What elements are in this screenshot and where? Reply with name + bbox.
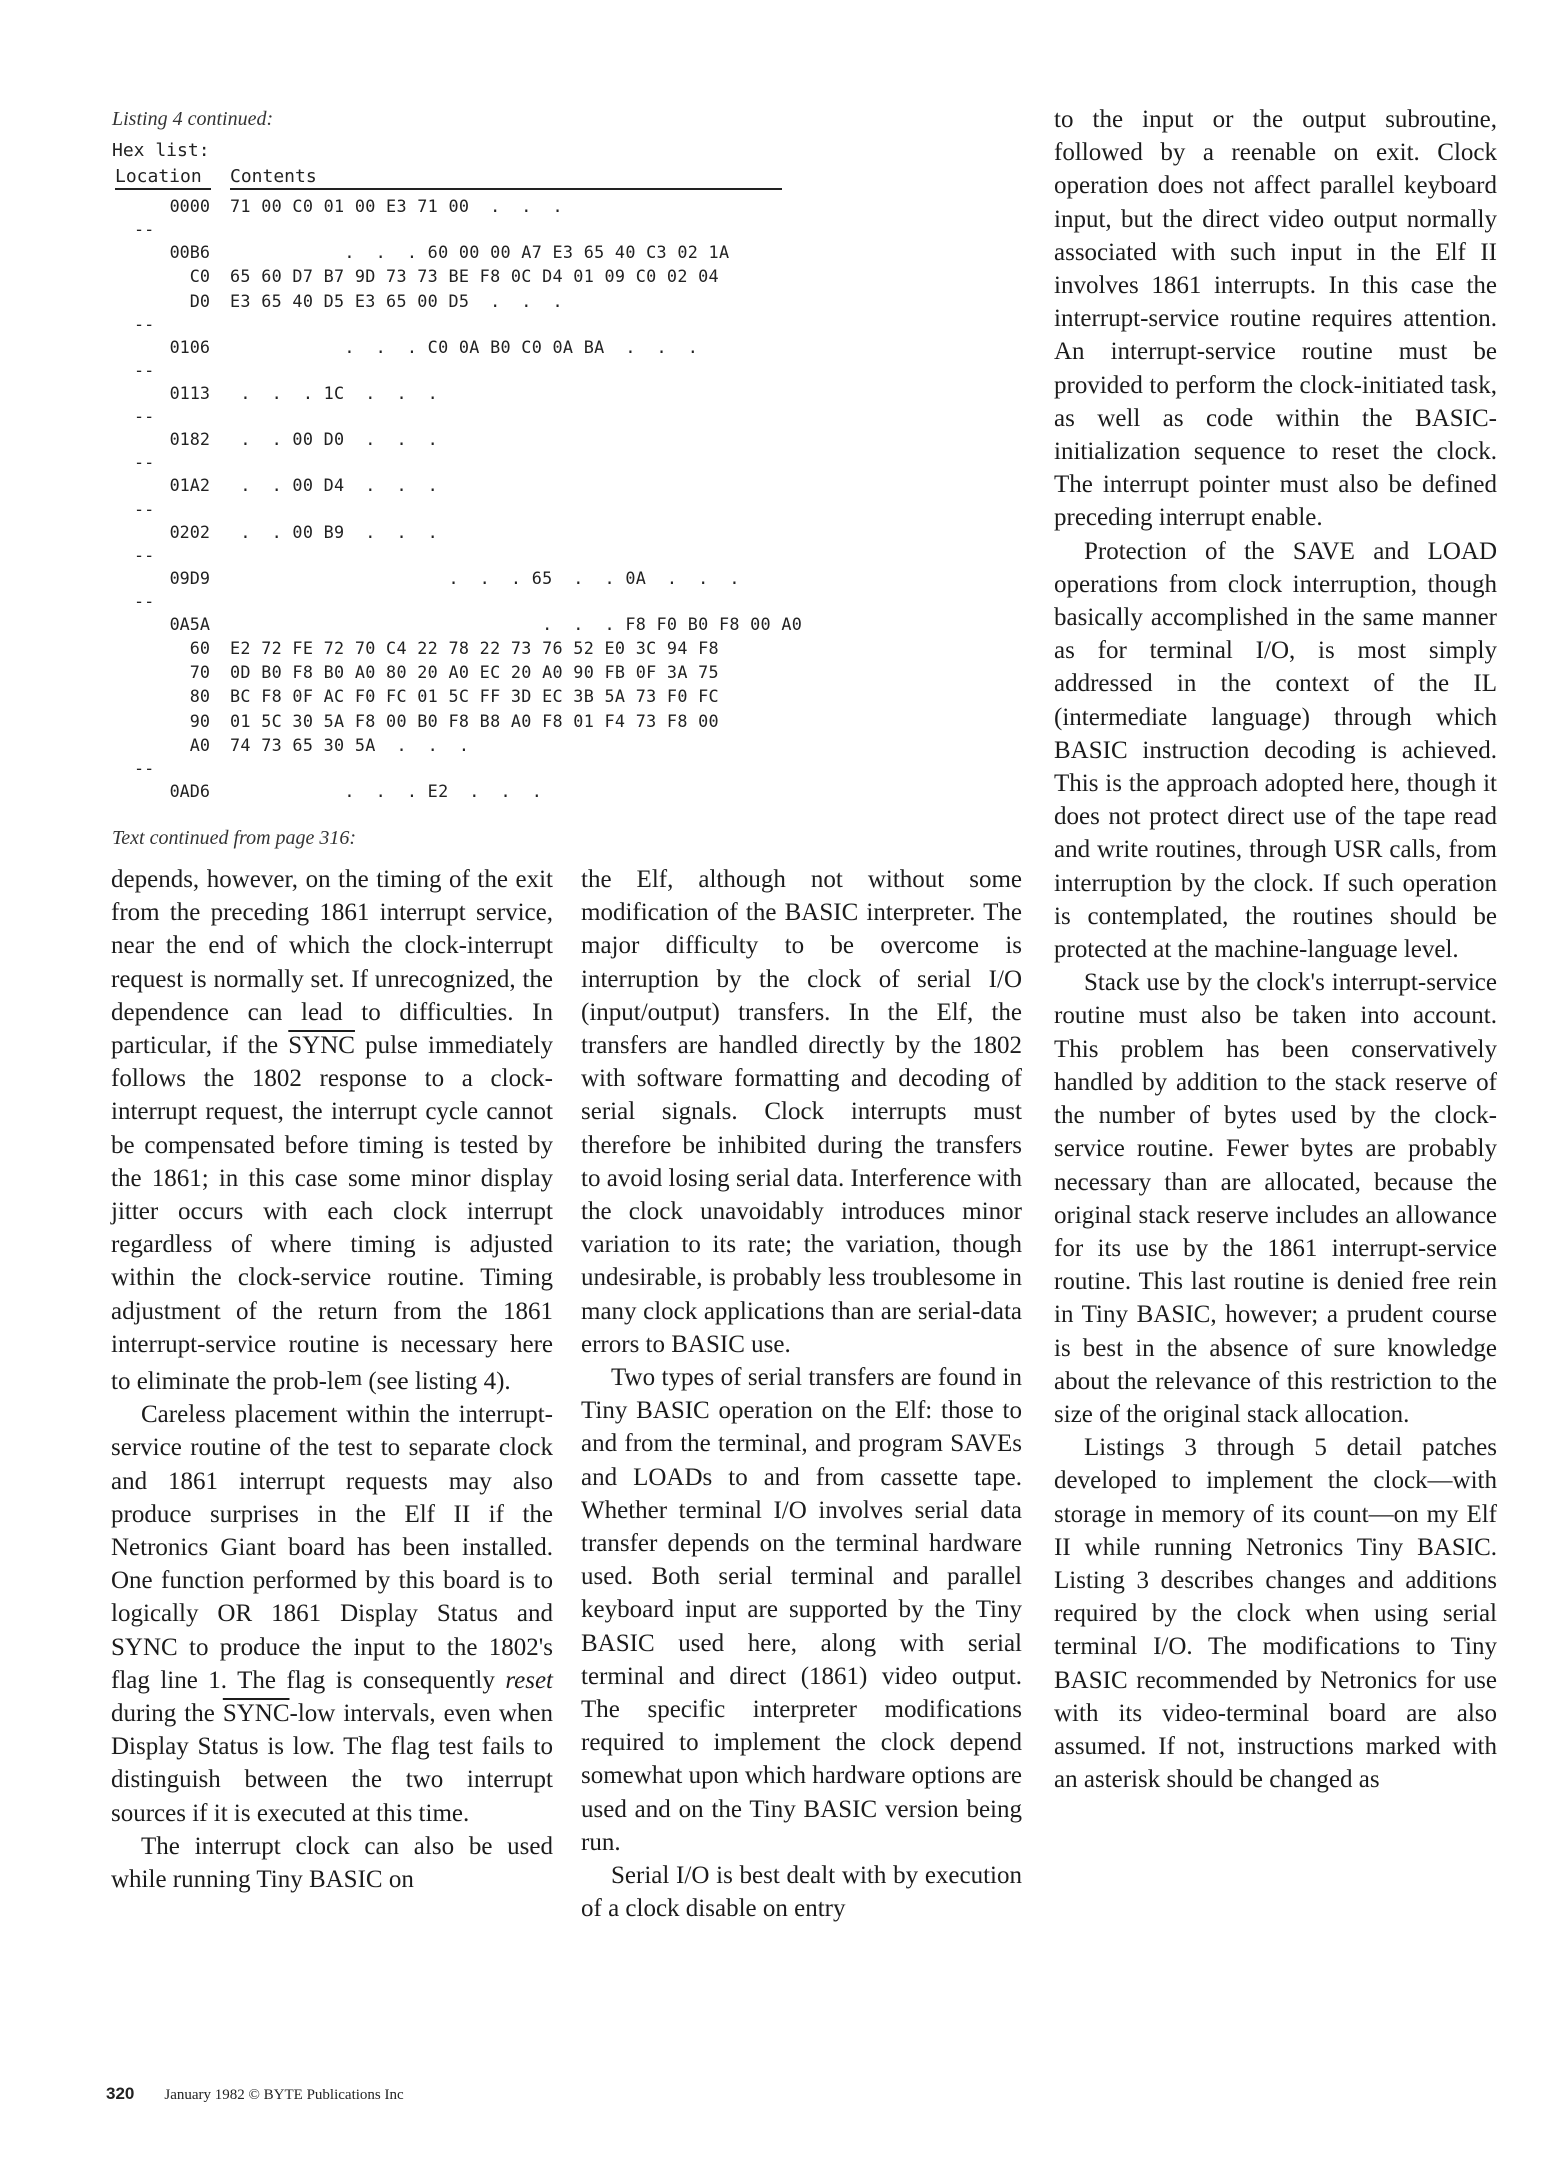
hex-row [112, 733, 782, 757]
hex-location: 00B6 [169, 242, 210, 263]
hex-rows [112, 194, 803, 803]
hex-separator [112, 359, 782, 381]
hex-row [112, 264, 782, 288]
hex-separator [112, 590, 782, 612]
hex-contents: . . . C0 0A B0 C0 0A BA . . . [230, 336, 699, 357]
location-header: Location [115, 166, 211, 190]
hex-list-header [112, 164, 782, 194]
hex-contents: 0D B0 F8 B0 A0 80 20 A0 EC 20 A0 90 FB 0F 3A 75 [230, 662, 719, 683]
hex-separator [112, 405, 782, 427]
hex-location: 60 [189, 638, 210, 659]
paragraph [111, 1398, 553, 1830]
hex-row [112, 194, 782, 218]
hex-location: 0AD6 [169, 781, 210, 801]
text-run: depends, however, on the timing of the exit from the preceding 1861 interrupt service, near the end of which the clock-interrupt request is normally set. If unrecognized, the dependence can lead to difficulties. In particular, if the [111, 866, 553, 1060]
page-footer [106, 2084, 404, 2104]
hex-location: 0113 [169, 382, 210, 403]
hex-row [112, 660, 782, 684]
hex-row [112, 381, 782, 405]
hex-list-title: Hex list: [112, 140, 210, 161]
text-run: (see listing 4). [362, 1368, 511, 1396]
hex-separator [112, 544, 782, 566]
hex-row [112, 427, 782, 451]
contents-header: Contents [230, 166, 782, 190]
hex-location: 01A2 [169, 475, 210, 496]
text-column-2 [581, 863, 1022, 1926]
hex-location: 0000 [169, 196, 210, 216]
hex-contents: . . . F8 F0 B0 F8 00 A0 [230, 613, 803, 634]
hex-row [112, 289, 782, 313]
paragraph: Two types of serial transfers are found in Tiny BASIC operation on the Elf: those to and from the terminal, and program SAVEs and LOADs to and from cassette tape. Whether terminal I/O involves serial data transfer depends on the terminal hardware used. Both serial terminal and parallel keyboard input are supported by the Tiny BASIC used here, along with serial terminal and direct (1861) video output. The specific interpreter modifications required to implement the clock depend somewhat upon which hardware options are used and on the Tiny BASIC version being run. [581, 1364, 1022, 1856]
page-number: 320 [106, 2084, 135, 2103]
hex-location: 70 [189, 662, 210, 683]
hex-row [112, 684, 782, 708]
paragraph: to the input or the output subroutine, followed by a reenable on exit. Clock operation does not affect parallel keyboard input, but the direct video output normally associated with such input in the Elf II involves 1861 interrupts. In this case the interrupt-service routine requires attention. An interrupt-service routine must be provided to perform the clock-initiated task, as well as code within the BASIC-initialization sequence to reset the clock. The interrupt pointer must also be defined preceding interrupt enable. [1054, 106, 1497, 532]
hex-contents: 01 5C 30 5A F8 00 B0 F8 B8 A0 F8 01 F4 73 F8 00 [230, 710, 719, 731]
paragraph: The interrupt clock can also be used while running Tiny BASIC on [111, 1832, 553, 1894]
hex-location: 0A5A [169, 613, 210, 634]
publication-credit: January 1982 © BYTE Publications Inc [164, 2087, 404, 2103]
hex-separator [112, 218, 782, 240]
hex-location: 80 [189, 686, 210, 707]
hex-location: -- [134, 313, 155, 334]
hex-location: D0 [189, 290, 210, 311]
hex-contents: E3 65 40 D5 E3 65 00 D5 . . . [230, 290, 563, 311]
hex-contents: . . . E2 . . . [230, 781, 543, 801]
hex-location: A0 [189, 734, 210, 755]
hex-location: 90 [189, 710, 210, 731]
continued-caption: Text continued from page 316: [112, 827, 357, 849]
hex-contents: 71 00 C0 01 00 E3 71 00 . . . [230, 196, 563, 216]
hex-location: -- [134, 498, 155, 519]
hex-contents: E2 72 FE 72 70 C4 22 78 22 73 76 52 E0 3C 94 F8 [230, 638, 719, 659]
text-run: pulse immediately follows the 1802 response to a clock-interrupt request, the interrupt cycle cannot be compensated before timing is tested by the 1861; in this case some minor display jitter occurs with each clock interrupt regardless of where timing is adjusted within the clock-service routine. Timing adjustment of the return from the 1861 interrupt-service routine is necessary here to eliminate the prob-le [111, 1032, 553, 1396]
hex-row [112, 612, 803, 636]
hex-location: -- [134, 406, 155, 427]
hex-location: 0106 [169, 336, 210, 357]
hex-contents: . . 00 D4 . . . [230, 475, 439, 496]
hex-separator [112, 313, 782, 335]
listing-caption: Listing 4 continued: [112, 108, 274, 130]
hex-location: -- [134, 544, 155, 565]
hex-row [112, 473, 782, 497]
hex-contents: BC F8 0F AC F0 FC 01 5C FF 3D EC 3B 5A 73 F0 FC [230, 686, 719, 707]
hex-location: C0 [189, 266, 210, 287]
hex-location: 0182 [169, 429, 210, 450]
hex-location: -- [134, 590, 155, 611]
hex-location: -- [134, 452, 155, 473]
paragraph: the Elf, although not without some modification of the BASIC interpreter. The major difficulty to be overcome is interruption by the clock of serial I/O (input/output) transfers. In the Elf, the transfers are handled directly by the 1802 with software formatting and decoding of serial signals. Clock interrupts must therefore be inhibited during the transfers to avoid losing serial data. Interference with the clock unavoidably introduces minor variation to its rate; the variation, though undesirable, is probably less troublesome in many clock applications than are serial-data errors to BASIC use. [581, 866, 1022, 1358]
hex-separator [112, 498, 782, 520]
hex-row [112, 520, 782, 544]
text-run: during the [111, 1700, 223, 1728]
hex-contents: . . . 60 00 00 A7 E3 65 40 C3 02 1A [230, 242, 730, 263]
hex-location: -- [134, 219, 155, 240]
hex-row [112, 709, 782, 733]
hex-row [112, 566, 782, 590]
superscript-m: m [344, 1365, 363, 1391]
hex-location: -- [134, 359, 155, 380]
hex-separator [112, 451, 782, 473]
hex-contents: 65 60 D7 B7 9D 73 73 BE F8 0C D4 01 09 C0 02 04 [230, 266, 719, 287]
hex-location: 09D9 [169, 567, 210, 588]
hex-location: 0202 [169, 521, 210, 542]
hex-location: -- [134, 758, 155, 778]
hex-row [112, 240, 782, 264]
hex-row [112, 779, 782, 803]
paragraph: Stack use by the clock's interrupt-service routine must also be taken into account. This problem has been conservatively handled by addition to the stack reserve of the number of bytes used by the clock-service routine. Fewer bytes are probably necessary than are allocated, because the original stack reserve includes an allowance for its use by the 1861 interrupt-service routine. This last routine is denied free rein in Tiny BASIC, however; a prudent course is best in the absence of sure knowledge about the relevance of this restriction to the size of the original stack allocation. [1054, 969, 1497, 1428]
hex-contents: . . . 65 . . 0A . . . [230, 567, 740, 588]
text-column-1 [111, 863, 553, 1896]
sync-overline: SYNC [288, 1032, 355, 1060]
sync-overline: SYNC [222, 1700, 290, 1728]
text-column-3 [1054, 103, 1497, 1796]
hex-contents: . . 00 B9 . . . [230, 521, 439, 542]
text-run: Careless placement within the interrupt-service routine of the test to separate clock and 1861 interrupt requests may also produce surprises in the Elf II if the Netronics Giant board has been installed. One function performed by this board is to logically OR 1861 Display Status and SYNC to produce the input to the 1802's flag line 1. The flag is consequently [111, 1401, 553, 1694]
hex-contents: . . 00 D0 . . . [230, 429, 439, 450]
paragraph: Protection of the SAVE and LOAD operations from clock interruption, though basically accomplished in the same manner as for terminal I/O, is most simply addressed in the context of the IL (intermediate language) through which BASIC instruction decoding is achieved. This is the approach adopted here, though it does not protect direct use of the tape read and write routines, through USR calls, from interruption by the clock. If such operation is contemplated, the routines should be protected at the machine-language level. [1054, 537, 1497, 964]
paragraph: Serial I/O is best dealt with by execution of a clock disable on entry [581, 1862, 1022, 1923]
hex-row [112, 335, 782, 359]
text-run: -low intervals, even when Display Status is low. The flag test fails to distinguish between the two interrupt sources if it is executed at this time. [111, 1700, 553, 1827]
paragraph [111, 863, 553, 1398]
hex-listing [112, 138, 803, 803]
hex-row [112, 636, 782, 660]
hex-contents: . . . 1C . . . [230, 382, 439, 403]
emphasis-reset: reset [505, 1666, 553, 1694]
hex-contents: 74 73 65 30 5A . . . [230, 734, 470, 755]
hex-separator [112, 757, 782, 779]
paragraph: Listings 3 through 5 detail patches developed to implement the clock—with storage in memory of its count—on my Elf II while running Netronics Tiny BASIC. Listing 3 describes changes and additions required by the clock when using serial terminal I/O. The modifications to Tiny BASIC recommended by Netronics for use with its video-terminal board are also assumed. If not, instructions marked with an asterisk should be changed as [1054, 1434, 1497, 1794]
